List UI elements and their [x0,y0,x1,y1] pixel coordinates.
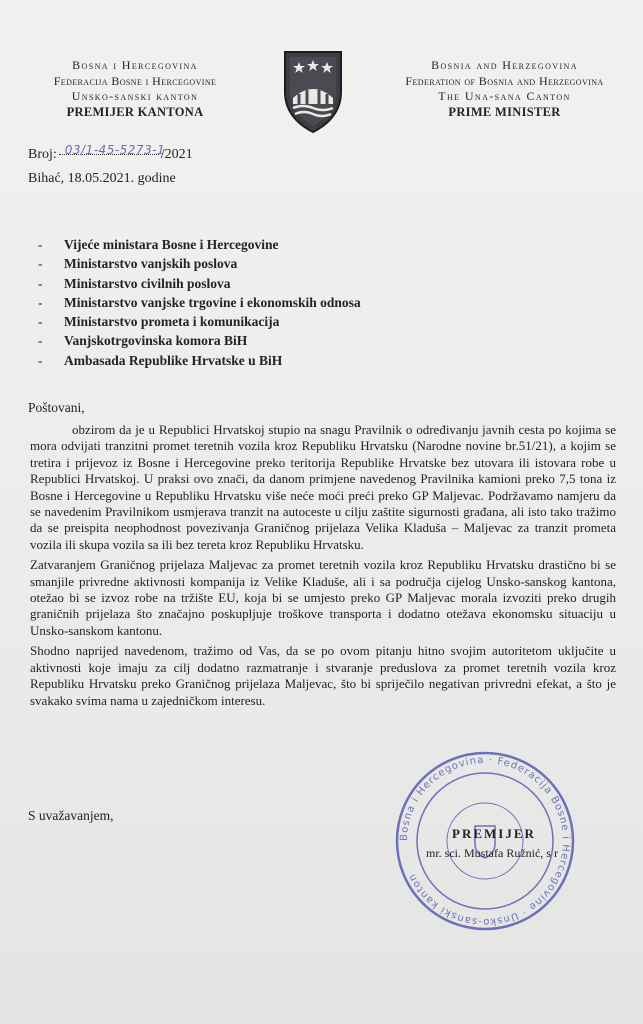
recipient-item: - Vanjskotrgovinska komora BiH [38,333,248,349]
header-canton-en: The Una-sana Canton [438,89,571,103]
recipient-item: - Ambasada Republike Hrvatske u BiH [38,352,283,368]
recipient-item: - Vijeće ministara Bosne i Hercegovine [38,237,279,252]
header-federation-bs: Federacija Bosne i Hercegovine [53,73,217,88]
reference-year: /2021 [160,147,193,162]
coat-of-arms-icon [281,48,345,134]
header-canton-bs: Unsko-sanski kanton [71,89,199,103]
reference-label: Broj: [28,147,57,162]
signature-name: mr. sci. Mustafa Ružnić, s r [426,846,558,860]
header-right [372,58,637,120]
header-country-en: Bosnia and Herzegovina [431,58,578,72]
letter-date: Bihać, 18.05.2021. godine [28,171,176,186]
body-paragraph-3: Shodno naprijed navedenom, tražimo od Vas, da se po ovom pitanju hitno svojim autoritetom uključite u aktivnosti koje imaju za cilj dodatno razmatranje i stvaranje preduslova za promet teretnih vozila kroz Republiku Hrvatsku preko Graničnog prijelaza Maljevac, što bi spriječilo negativan privredni efekat, a što je svakako svima nama u zajedničkom interesu. [30,643,616,708]
header-country-bs: Bosna i Hercegovina [72,58,198,72]
body-paragraph-1: obzirom da je u Republici Hrvatskoj stupio na snagu Pravilnik o određivanju javnih cesta po kojima se mora odvijati tranzitni promet teretnih vozila kroz Republiku Hrvatsku (Narodne novine br.51/21), a kojim se tretira i prijevoz iz Bosne i Hercegovine preko teritorija Republike Hrvatske bez utovara ili istovara robe u Republici Hrvatskoj. U praksi ovo znači, da danom primjene navedenog Pravilnika kamioni preko 7,5 tona iz Bosne i Hercegovine u Republiku Hrvatsku više neće moći preći preko GP Maljevac. Podržavamo namjeru da se navedenim Pravilnikom usmjerava tranzit na autoceste u cilju zaštite sigurnosti građana, ali isto tako tražimo da se preispita neophodnost povezivanja Graničnog prijelaza Velika Kladuša – Maljevac za tranzit prometa vozila ili skupa vozila sa ili bez tereta kroz Republiku Hrvatsku. [30,422,616,552]
header-left [10,58,260,120]
reference-handwritten-number: 03/1-45-5273-1 [64,143,166,157]
recipient-item: - Ministarstvo vanjskih poslova [38,256,238,272]
stamp-ring-text: Bosna i Hercegovina · Federacija Bosne i Hercegovine · Unsko-sanski kanton [398,754,572,928]
header-office-en: PRIME MINISTER [448,104,561,119]
signature-title: PREMIJER [452,826,536,841]
recipient-list [38,235,361,370]
body-paragraph-2: Zatvaranjem Graničnog prijelaza Maljevac za promet teretnih vozila kroz Republiku Hrvatsku drastično bi se smanjile privredne aktivnosti kompanija iz Velike Kladuše, ali i sa područja cijelog Unsko-sanskog kantona, otežao bi se izvoz robe na tržište EU, koja bi se umjesto preko GP Maljevac morala izvoziti preko drugih graničnih prijelaza što značajno poskupljuje troškove transporta i dodatno otežava ekonomsku situaciju u Unsko-sanskom kantonu. [30,557,616,638]
recipient-item: - Ministarstvo civilnih poslova [38,275,231,291]
reference-dotted-line [59,143,166,157]
greeting: Poštovani, [28,400,85,415]
letter-body [30,422,616,713]
closing-salutation: S uvažavanjem, [28,808,114,823]
header-office-bs: PREMIJER KANTONA [66,104,204,119]
recipient-item: - Ministarstvo prometa i komunikacija [38,314,280,330]
header-federation-en: Federation of Bosnia and Herzegovina [405,73,604,88]
recipient-item: - Ministarstvo vanjske trgovine i ekonomskih odnosa [38,294,361,310]
reference-number [28,143,193,163]
